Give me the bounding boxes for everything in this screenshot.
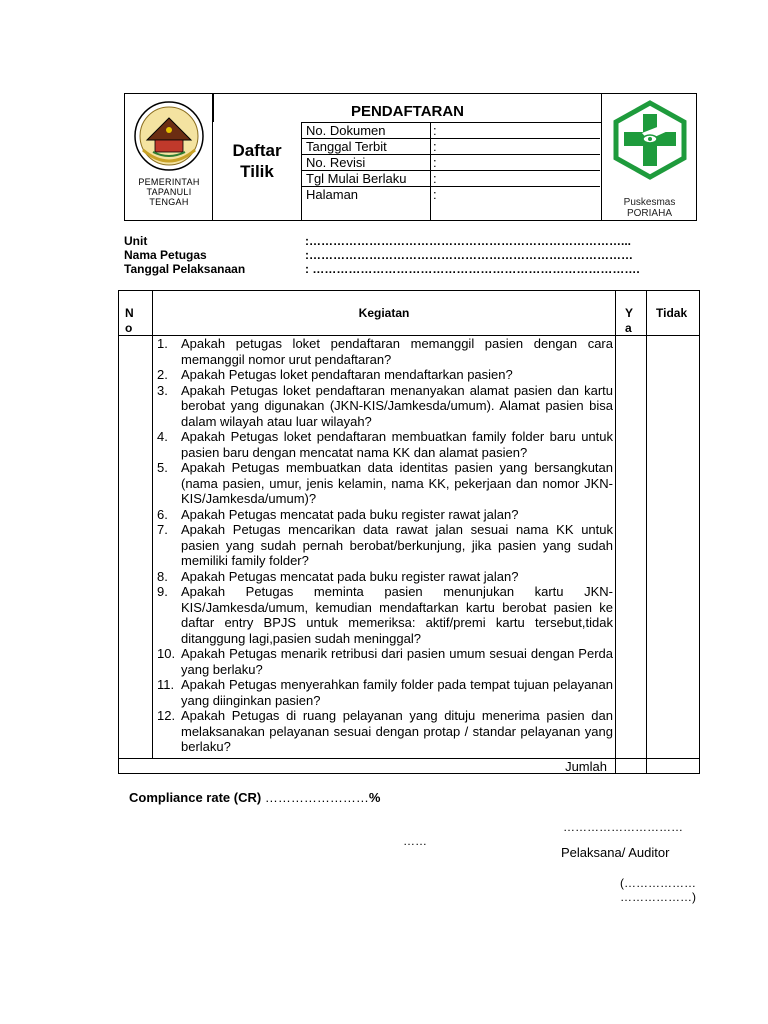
doc-colon: :: [433, 155, 437, 170]
signature-name-line2: ………………): [620, 890, 696, 904]
unit-value: :……………………………………………………………………...: [305, 234, 631, 248]
doc-label: Halaman: [306, 187, 359, 202]
item-number: 12.: [157, 708, 176, 723]
item-number: 5.: [157, 460, 168, 475]
list-item: [155, 367, 613, 383]
item-text: Apakah Petugas menarik retribusi dari pasien umum sesuai dengan Perda yang berlaku?: [181, 646, 613, 677]
item-text: Apakah Petugas membuatkan data identitas pasien yang bersangkutan (nama pasien, umur, jenis kelamin, nama KK, pekerjaan dan nomor JKN-KIS/Jamkesda/umum)?: [181, 460, 613, 506]
item-text: Apakah Petugas loket pendaftaran menanyakan alamat pasien dan kartu berobat yang digunakan (JKN-KIS/Jamkesda/umum). Alamat pasien bisa dalam wilayah atau luar wilayah?: [181, 382, 613, 429]
col-divider-no: [152, 291, 153, 759]
col-header-kegiatan: Kegiatan: [358, 306, 410, 320]
puskesmas-logo-cell: [601, 94, 696, 220]
list-item: [155, 584, 613, 646]
doc-row-nomor: [302, 123, 600, 139]
item-number: 11.: [157, 677, 175, 692]
list-item: [155, 507, 613, 523]
item-number: 9.: [157, 584, 168, 599]
document-title: PENDAFTARAN: [350, 103, 465, 120]
list-item: [155, 569, 613, 585]
list-item: [155, 429, 613, 460]
doc-label: Tgl Mulai Berlaku: [306, 171, 407, 186]
item-number: 10.: [157, 646, 176, 661]
item-number: 4.: [157, 429, 168, 444]
item-number: 2.: [157, 367, 168, 382]
item-text: Apakah Petugas loket pendaftaran membuatkan family folder baru untuk pasien baru dengan mencatat nama KK dan alamat pasien?: [181, 429, 613, 460]
col-header-no-2: o: [125, 321, 133, 335]
tanggal-label: Tanggal Pelaksanaan: [124, 262, 246, 276]
daftar-label: Daftar: [232, 141, 282, 160]
petugas-value: :………………………………………………………………………: [305, 248, 633, 262]
kegiatan-list: [155, 336, 613, 755]
doc-row-halaman: [302, 187, 600, 221]
unit-label: Unit: [124, 234, 148, 248]
doc-row-mulai-berlaku: [302, 171, 600, 187]
doc-label: No. Revisi: [306, 155, 366, 170]
doc-colon: :: [433, 171, 437, 186]
item-text: Apakah petugas loket pendaftaran memanggil pasien dengan cara memanggil nomor urut pendaftaran?: [181, 336, 613, 367]
puskesmas-cross-icon: [612, 100, 688, 180]
compliance-rate-label: Compliance rate (CR): [129, 790, 262, 805]
auditor-label: Pelaksana/ Auditor: [561, 845, 670, 860]
item-text: Apakah Petugas meminta pasien menunjukan kartu JKN-KIS/Jamkesda/umum, kemudian mendaftarkan kartu berobat pasien ke daftar entry BPJS untuk memeriksa: aktif/premi kartu tersebut,tidak ditanggung lagi,pasien sudah meninggal?: [181, 584, 613, 646]
compliance-rate-dots: ……………………: [261, 790, 369, 805]
item-number: 3.: [157, 382, 168, 398]
col-header-ya-2: a: [625, 321, 632, 335]
compliance-rate-line: [129, 790, 380, 805]
item-number: 1.: [157, 336, 168, 351]
item-number: 8.: [157, 568, 168, 584]
gov-caption-line3: TENGAH: [149, 197, 189, 207]
title-row: [213, 94, 601, 122]
list-item: [155, 708, 613, 755]
gov-caption-line2: TAPANULI: [146, 187, 192, 197]
item-text: Apakah Petugas mencatat pada buku register rawat jalan?: [181, 506, 519, 522]
jumlah-row-divider: [119, 758, 699, 759]
list-item: [155, 383, 613, 430]
checklist-table: [118, 290, 700, 774]
item-text: Apakah Petugas mencatat pada buku register rawat jalan?: [181, 568, 519, 584]
doc-row-tanggal-terbit: [302, 139, 600, 155]
signature-date-dots: …………………………: [563, 820, 683, 834]
list-item: [155, 336, 613, 367]
government-logo-cell: [125, 94, 213, 220]
signature-place-dots: ……: [403, 834, 427, 848]
petugas-label: Nama Petugas: [124, 248, 207, 262]
item-text: Apakah Petugas loket pendaftaran mendaftarkan pasien?: [181, 367, 513, 382]
list-item: [155, 646, 613, 677]
list-item: [155, 460, 613, 507]
doc-colon: :: [433, 187, 437, 202]
doc-colon: :: [433, 139, 437, 154]
signature-name-line1: (………………: [620, 876, 696, 890]
doc-label: Tanggal Terbit: [306, 139, 387, 154]
col-divider-kegiatan: [615, 291, 616, 773]
gov-caption-line1: PEMERINTAH: [138, 177, 200, 187]
tanggal-value: : ……………………………………………………………………….: [305, 262, 640, 276]
puskesmas-caption-line1: Puskesmas: [623, 197, 676, 208]
compliance-rate-percent: %: [368, 790, 381, 805]
list-item: [155, 522, 613, 569]
doc-colon: :: [433, 123, 437, 138]
document-header: [124, 93, 697, 221]
document-info-table: [301, 122, 601, 220]
tapanuli-tengah-emblem-icon: [133, 100, 205, 172]
col-header-no-1: N: [125, 306, 134, 320]
tilik-label: Tilik: [240, 162, 274, 181]
list-item: [155, 677, 613, 708]
doc-label: No. Dokumen: [306, 123, 386, 138]
item-text: Apakah Petugas di ruang pelayanan yang dituju menerima pasien dan melaksanakan pelayanan sesuai dengan protap / standar pelayanan yang berlaku?: [181, 708, 613, 754]
col-header-tidak: Tidak: [656, 306, 688, 320]
item-text: Apakah Petugas mencarikan data rawat jalan sesuai nama KK untuk pasien yang sudah pernah berobat/berkunjung, jika pasien yang sudah memiliki family folder?: [181, 522, 613, 568]
col-divider-ya: [646, 291, 647, 773]
puskesmas-caption-line2: PORIAHA: [626, 208, 672, 219]
doc-row-revisi: [302, 155, 600, 171]
item-number: 6.: [157, 506, 168, 522]
jumlah-label: Jumlah: [565, 759, 607, 774]
item-text: Apakah Petugas menyerahkan family folder pada tempat tujuan pelayanan yang diinginkan pasien?: [181, 677, 613, 708]
col-header-ya-1: Y: [625, 306, 634, 320]
item-number: 7.: [157, 522, 168, 537]
